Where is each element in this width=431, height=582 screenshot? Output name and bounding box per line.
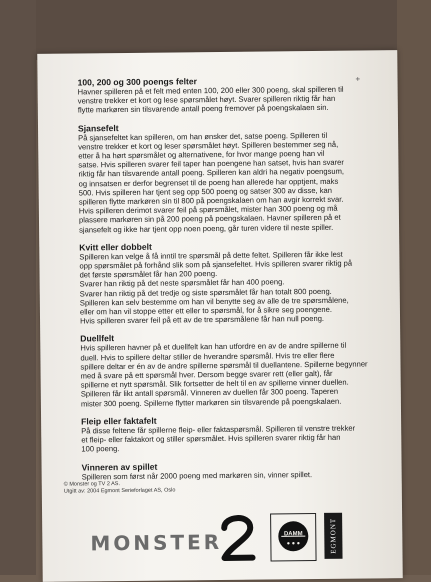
body-line: og innsatsen er derfor begrenset til de poeng han allerede har opptjent, maks: [78, 176, 339, 189]
rule-section: [80, 331, 377, 409]
body-line: Spilleren som først når 2000 poeng med markøren sin, vinner spillet.: [81, 469, 313, 481]
logo-row: [82, 498, 383, 573]
rules-content: [77, 74, 377, 489]
rule-section: [79, 239, 376, 326]
damm-emblem: [271, 514, 315, 560]
section-heading: Fleip eller faktafelt: [81, 415, 157, 427]
body-line: Svarer han riktig på det neste spørsmålet får han 400 poeng.: [79, 277, 285, 289]
body-line: 500. Hvis spilleren har tjent seg opp 500 poeng og satser 300 av disse, kan: [78, 185, 333, 198]
egmont-text: EGMONT: [329, 517, 338, 554]
body-line: mister 300 poeng. Spillerne flytter markøren sin tilsvarende på poengskalaen.: [80, 396, 342, 409]
body-line: Spilleren kan velge å få inntil tre spørsmål på dette feltet. Spilleren får ikke lest: [79, 249, 343, 262]
body-line: Hvis spilleren derimot svarer feil på spørsmålet, mister han 300 poeng og må: [78, 203, 338, 216]
body-line: etter å ha hørt spørsmålet og alternativene, for hvor mange poeng han vil: [78, 148, 325, 161]
body-line: sjansefelt og ikke har tjent opp noen poeng, går turen videre til neste spiller.: [79, 222, 334, 235]
rule-section: [77, 74, 373, 115]
egmont-logo: [324, 513, 342, 559]
body-line: flytte markøren sin tilsvarende antall poeng fremover på poengskalaen sin.: [77, 103, 329, 115]
credits: [64, 480, 176, 495]
section-heading: Kvitt eller dobbelt: [79, 241, 152, 253]
body-line: satse. Hvis spilleren svarer feil taper han poengene han satset, hvis han svarer: [78, 157, 344, 170]
body-line: det første spørsmålet får han 200 poeng.: [79, 269, 218, 280]
rule-section: [78, 120, 375, 234]
body-line: venstre trekker et kort og lese spørsmålet høyt. Svarer spilleren riktig får han: [77, 93, 336, 106]
body-line: venstre trekker et kort og leser spørsmålet høyt. Spilleren bestemmer seg nå,: [78, 139, 339, 152]
section-heading: 100, 200 og 300 poengs felter: [77, 76, 198, 88]
body-line: På sjansefeltet kan spilleren, om han ønsker det, satse poeng. Spilleren til: [78, 130, 328, 143]
section-body: [79, 249, 376, 326]
background-right: [397, 0, 431, 575]
section-body: [80, 341, 377, 409]
body-line: et fleip- eller faktakort og stiller spørsmålet. Hvis spilleren svarer riktig får han: [81, 432, 341, 445]
body-line: På disse feltene får spillerne fleip- eller faktaspørsmål. Spilleren til venstre trekker: [81, 423, 356, 436]
credit-line: © Monster og TV 2 AS.: [63, 481, 121, 488]
body-line: med å svare på ett spørsmål hver. Dersom begge svarer rett (eller galt), får: [80, 368, 333, 381]
body-line: opp spørsmålet på forhånd slik som på sjansefeltet. Hvis spilleren svarer riktig på: [79, 258, 353, 271]
body-line: spillerne et nytt spørsmål. Slik fortsetter de helt til en av spillerne vinner duellen.: [80, 377, 349, 390]
body-line: riktig får han tilsvarende antall poeng. Spilleren kan aldri ha negativ poengsum,: [78, 167, 345, 179]
corner-mark: +: [355, 74, 361, 84]
body-line: spilleren flytte markøren sin til 800 på poengskalaen om han avgir korrekt svar.: [78, 194, 344, 207]
body-line: Hvis spilleren havner på et duellfelt kan han utfordre en av de andre spillerne til: [80, 341, 347, 353]
body-line: Hvis spilleren svarer feil på ett av de tre spørsmålene får han null poeng.: [79, 314, 325, 326]
body-line: duell. Hvis to spillere deltar stiller de hverandre spørsmål. Hvis tre eller flere: [80, 350, 335, 363]
rules-sheet: [37, 50, 403, 582]
section-heading: Duellfelt: [80, 333, 115, 344]
body-line: 100 poeng.: [81, 444, 120, 454]
body-line: Svarer han riktig på det tredje og siste spørsmålet får han totalt 800 poeng.: [79, 286, 332, 299]
section-heading: Vinneren av spillet: [81, 461, 158, 472]
rule-section: [81, 413, 377, 454]
body-line: Spilleren kan selv bestemme om han vil benytte seg av alle de tre spørsmålene,: [79, 295, 349, 308]
body-line: Spilleren får likt antall spørsmål. Vinneren av duellen får 300 poeng. Taperen: [80, 387, 339, 399]
background-left: [0, 0, 36, 575]
damm-text: DAMM: [283, 531, 303, 538]
section-heading: Sjansefelt: [77, 122, 119, 134]
monster-logo: MONSTER: [90, 529, 223, 556]
section-body: [78, 84, 374, 115]
damm-logo: [270, 513, 317, 561]
section-body: [81, 423, 377, 454]
body-line: eller om han vil stoppe etter ett eller to spørsmål, for å sikre seg poengene.: [79, 304, 332, 317]
rule-section: [82, 459, 378, 481]
body-line: plassere markøren sin på 200 poeng på poengskalaen. Havner spilleren på et: [78, 213, 341, 225]
tv2-logo: [215, 498, 259, 564]
body-line: spillere deltar er én av de andre spillerne spørsmål til duellantene. Spillerne begynner: [80, 359, 368, 372]
body-line: Havner spilleren på et felt med enten 100, 200 eller 300 poeng, skal spilleren til: [77, 84, 344, 97]
credit-line: Utgitt av: 2004 Egmont Serieforlaget AS, Oslo: [63, 487, 176, 495]
tv2-logo-text: 2: [215, 498, 226, 517]
section-body: [78, 130, 375, 234]
